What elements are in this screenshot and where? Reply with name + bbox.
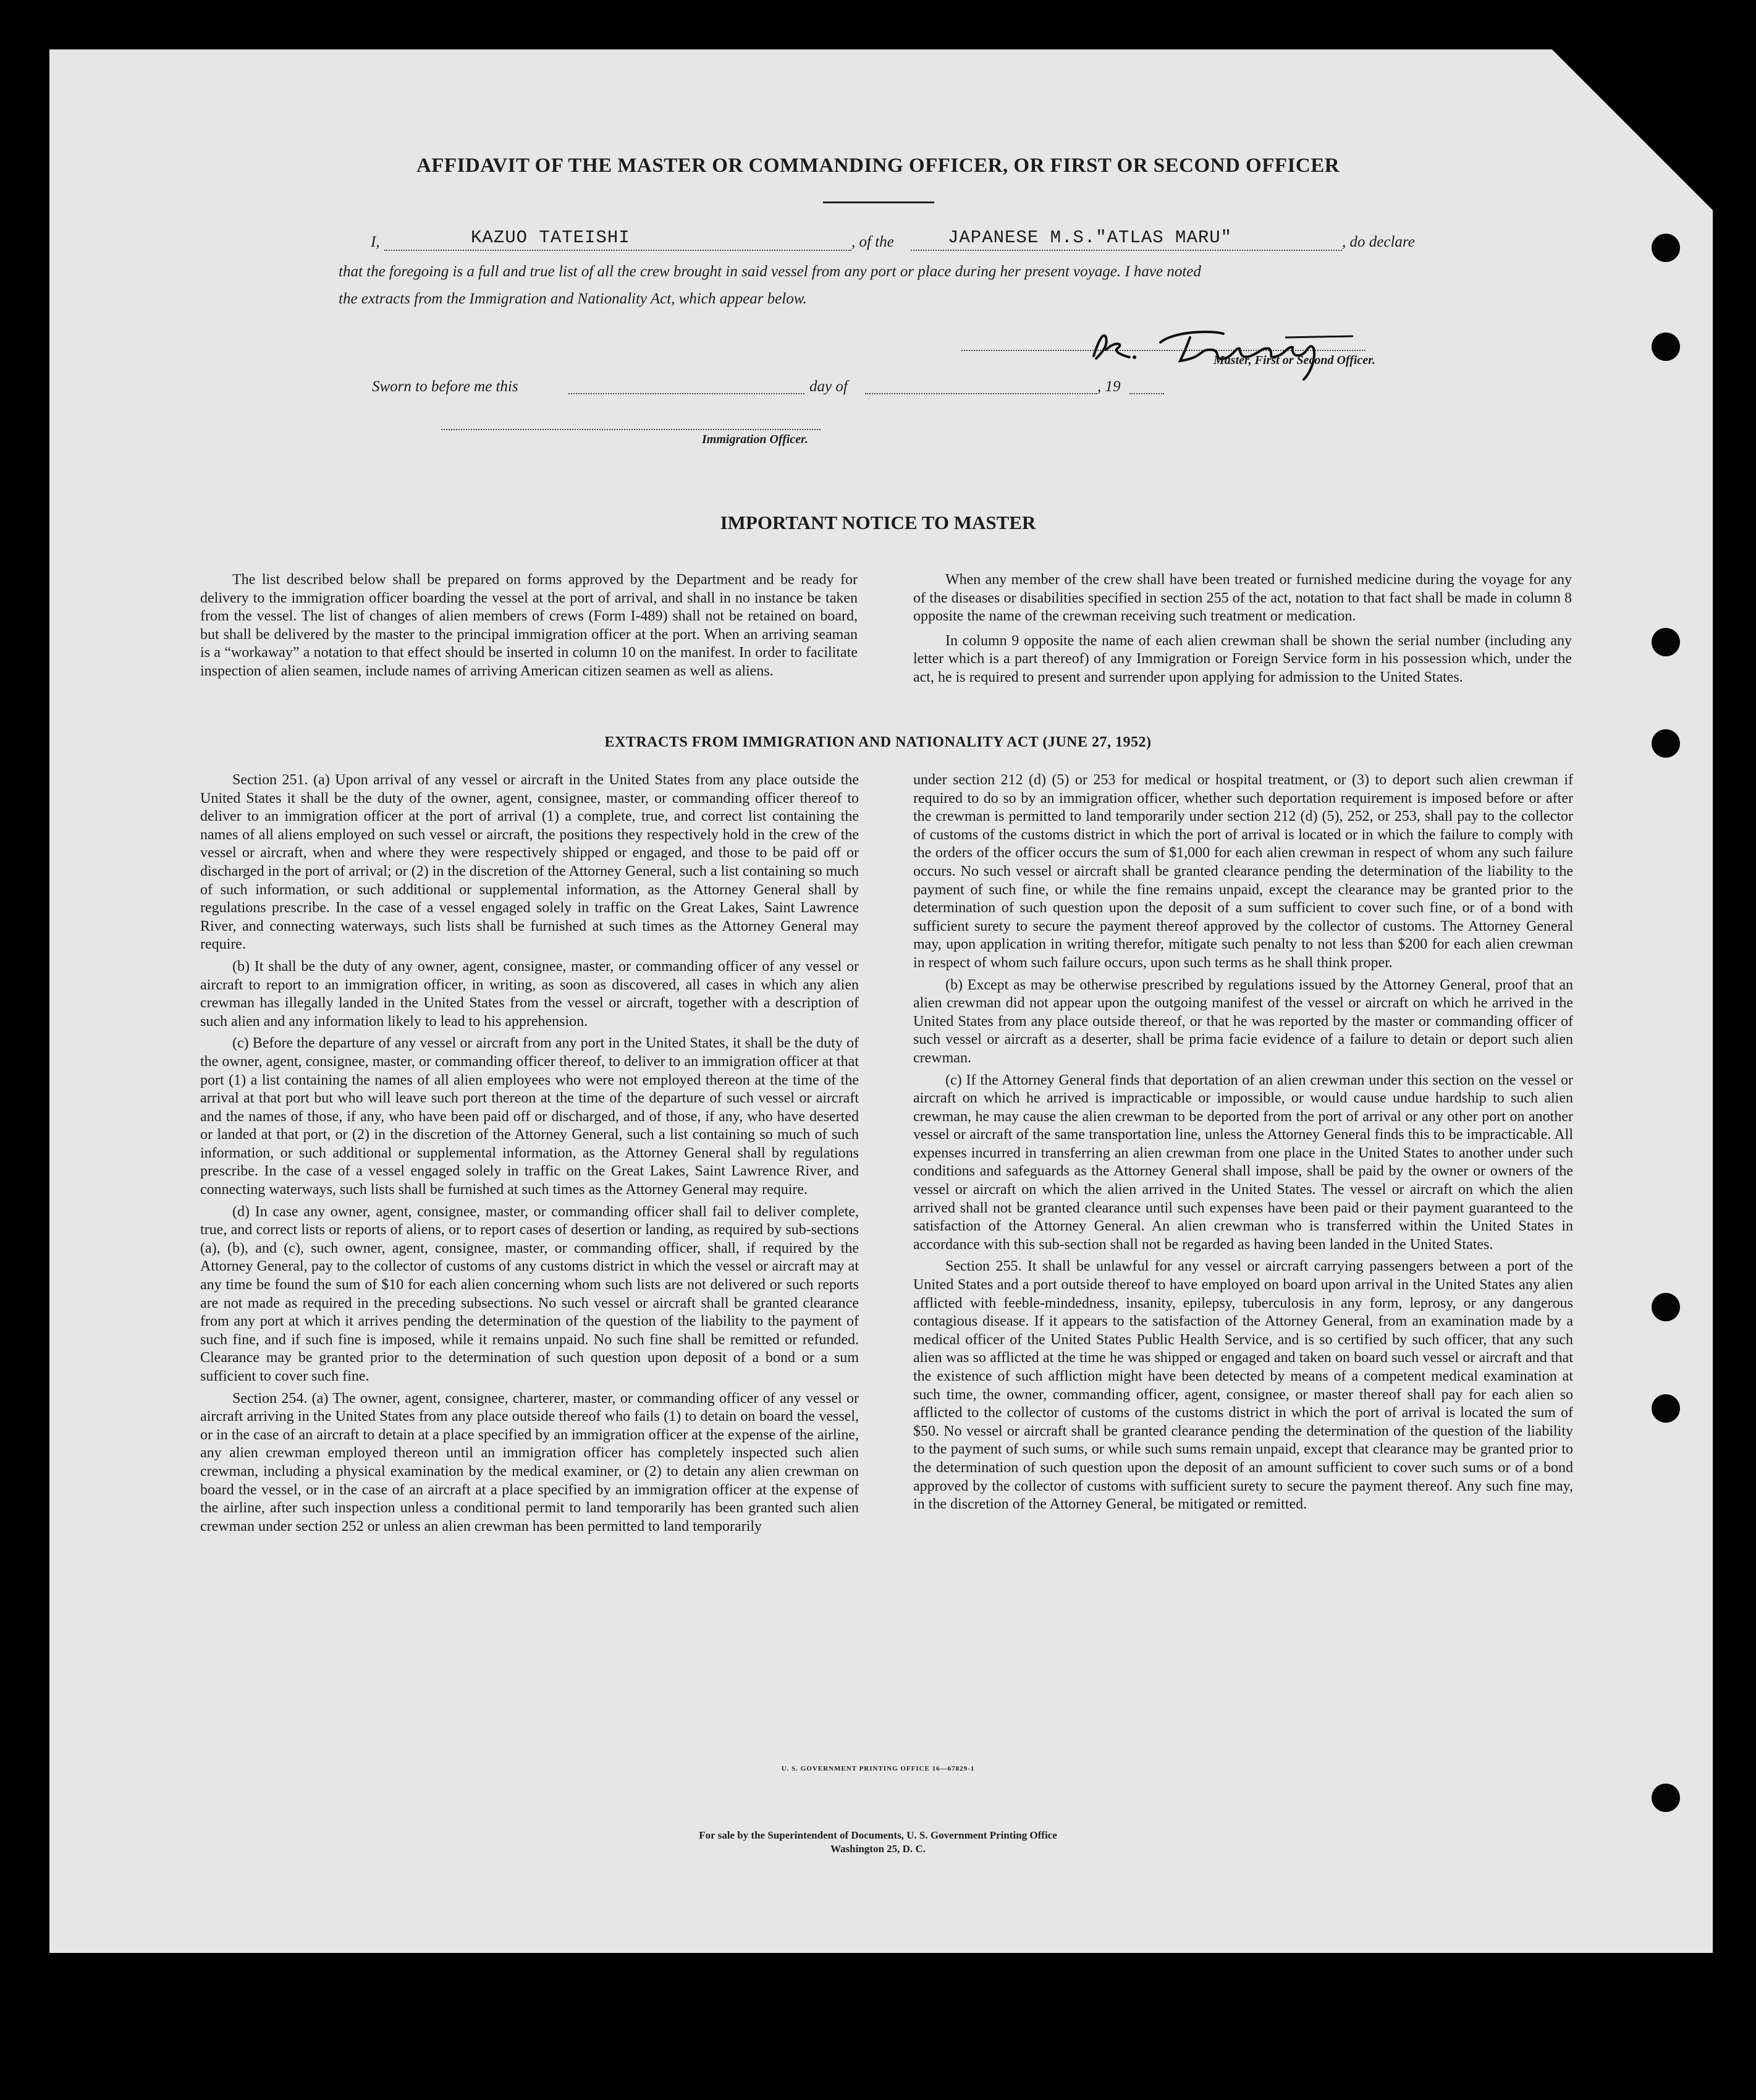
notice-left-column — [200, 571, 858, 681]
notice-paragraph: When any member of the crew shall have been treated or furnished medicine during the voyage for any of the diseases or disabilities specified in section 255 of the act, notation to that fact shall be made in column 8 opposite the name of the crewman receiving such treatment or medication. — [913, 572, 1572, 625]
year-line — [1129, 393, 1164, 394]
folded-corner — [1552, 49, 1713, 210]
signature-caption: Master, First or Second Officer. — [1214, 354, 1375, 367]
sworn-label: Sworn to before me this — [372, 378, 518, 395]
section-paragraph: Section 255. It shall be unlawful for any vessel or aircraft carrying passengers between a port of the United States and a port outside thereof to have employed on board upon arrival in the United States any alien afflicted with feeble-mindedness, insanity, epilepsy, tuberculosis in any form, leprosy, or any dangerous contagious disease. If it appears to the satisfaction of the Attorney General, from an examination made by a medical officer of the United States Public Health Service, and is so certified by such officer, that any such alien was so afflicted at the time he was shipped or engaged and taken on board such vessel or aircraft and that the existence of such affliction might have been detected by means of a competent medical examination at such time, the owner, commanding officer, agent, consignee, or master thereof shall pay for each alien so afflicted to the collector of customs of the customs district in which the port of arrival is located the sum of $50. No vessel or aircraft shall be granted clearance pending the determination of the question of the liability to the payment of such sums, or while such sums remain unpaid, except that clearance may be granted prior to the determination of such question upon the deposit of an amount sufficient to cover such sums or of a bond approved by the collector of customs with sufficient surety to secure the payment thereof. Any such fine may, in the discretion of the Attorney General, be mitigated or remitted. — [913, 1258, 1573, 1513]
section-paragraph: (c) If the Attorney General finds that deportation of an alien crewman under this section on the vessel or aircraft on which he arrived is impracticable or impossible, or would cause undue hardship to such alien crewman, he may cause the alien crewman to be deported from the port of arrival or any other port on another vessel or aircraft of the same transportation line, unless the Attorney General finds this to be impracticable. All expenses incurred in transferring an alien crewman from one place in the United States to another under such conditions and safeguards as the Attorney General shall impose, shall be paid by the owner or owners of the vessel or aircraft on which the alien arrived in the United States. The vessel or aircraft on which the alien arrived shall not be granted clearance until such expenses have been paid or their payment guaranteed to the satisfaction of the Attorney General. An alien crewman who is transferred within the United States in accordance with this sub-section shall not be regarded as having been landed in the United States. — [913, 1072, 1573, 1253]
do-declare-label: , do declare — [1342, 234, 1415, 250]
immigration-officer-caption: Immigration Officer. — [702, 433, 808, 446]
sworn-day-line — [568, 393, 804, 394]
affidavit-title: AFFIDAVIT OF THE MASTER OR COMMANDING OFFICER, OR FIRST OR SECOND OFFICER — [416, 155, 1340, 177]
binder-hole — [1652, 234, 1680, 262]
vessel-line — [911, 250, 1342, 251]
section-paragraph: (b) Except as may be otherwise prescribed by regulations issued by the Attorney General, proof that an alien crewman did not appear upon the outgoing manifest of the vessel or aircraft on which he arrived in the United States from any place outside thereof, or that he was reported by the master or commanding officer of such vessel or aircraft as a deserter, shall be prima facie evidence of a failure to detain or deport such alien crewman. — [913, 976, 1573, 1066]
extracts-left-column — [200, 771, 859, 1536]
notice-heading: IMPORTANT NOTICE TO MASTER — [720, 512, 1036, 533]
officer-signature — [1081, 313, 1372, 387]
extracts-heading: EXTRACTS FROM IMMIGRATION AND NATIONALITY ACT (JUNE 27, 1952) — [604, 734, 1152, 750]
declaration-line-1: that the foregoing is a full and true list of all the crew brought in said vessel from any port or place during her present voyage. I have noted — [339, 263, 1201, 280]
binder-hole — [1652, 1293, 1680, 1321]
sale-notice-line-2: Washington 25, D. C. — [830, 1843, 926, 1855]
sworn-month-line — [865, 393, 1097, 394]
year-label: , 19 — [1097, 378, 1121, 395]
declaration-line-2: the extracts from the Immigration and Nationality Act, which appear below. — [339, 290, 807, 307]
binder-hole — [1652, 332, 1680, 361]
sale-notice-line-1: For sale by the Superintendent of Documents, U. S. Government Printing Office — [699, 1829, 1057, 1841]
printing-office-line: U. S. GOVERNMENT PRINTING OFFICE 16—67829-1 — [781, 1765, 975, 1772]
notice-right-column — [913, 571, 1572, 687]
immigration-officer-line — [441, 429, 821, 430]
binder-hole — [1652, 1784, 1680, 1812]
extracts-right-column — [913, 771, 1573, 1514]
day-of-label: day of — [809, 378, 848, 395]
vessel-field[interactable]: JAPANESE M.S."ATLAS MARU" — [948, 227, 1233, 248]
section-paragraph: (b) It shall be the duty of any owner, agent, consignee, master, or commanding officer of any vessel or aircraft to report to an immigration officer, in writing, as soon as discovered, all cases in which any alien crewman has illegally landed in the United States from the vessel or aircraft, together with a description of such alien and any information likely to lead to his apprehension. — [200, 958, 859, 1030]
notice-paragraph: In column 9 opposite the name of each alien crewman shall be shown the serial number (including any letter which is a part thereof) of any Immigration or Foreign Service form in his possession which, under the act, he is required to present and surrender upon applying for admission to the United States. — [913, 632, 1572, 685]
binder-hole — [1652, 628, 1680, 656]
title-rule — [823, 201, 934, 203]
name-line — [384, 250, 851, 251]
section-paragraph: (d) In case any owner, agent, consignee, master, or commanding officer shall fail to deliver complete, true, and correct lists or reports of aliens, or to report cases of desertion or landing, as required by sub-sections (a), (b), and (c), such owner, agent, consignee, master, or commanding officer, shall, if required by the Attorney General, pay to the collector of customs of any customs district in which the vessel or aircraft may at any time be found the sum of $10 for each alien concerning whom such lists are not delivered or such reports are not made as required in the preceding subsections. No such vessel or aircraft shall be granted clearance from any port at which it arrives pending the determination of the question of the liability to the payment of such fine, and if such fine is imposed, while it remains unpaid. No such fine shall be remitted or refunded. Clearance may be granted prior to the determination of such question upon deposit of a bond or a sum sufficient to cover such fine. — [200, 1203, 859, 1384]
master-name-field[interactable]: KAZUO TATEISHI — [471, 227, 630, 248]
section-paragraph: Section 254. (a) The owner, agent, consignee, charterer, master, or commanding officer of any vessel or aircraft arriving in the United States from any place outside thereof who fails (1) to detain on board the vessel, or in the case of an aircraft to detain at a place specified by an immigration officer at the expense of the airline, any alien crewman employed thereon until an immigration officer has completely inspected such alien crewman, including a physical examination by the medical examiner, or (2) to detain any alien crewman on board the vessel, or in the case of an aircraft at a place specified by an immigration officer at the expense of the airline, after such inspection unless a conditional permit to land temporarily has been granted such alien crewman under section 252 or unless an alien crewman has been permitted to land temporarily — [200, 1390, 859, 1535]
section-paragraph: (c) Before the departure of any vessel or aircraft from any port in the United States, it shall be the duty of the owner, agent, consignee, master, or commanding officer thereof, to deliver to an immigration officer at that port (1) a list containing the names of all alien employees who were not employed thereon at the time of the arrival at that port but who will leave such port thereon at the time of the departure of such vessel or aircraft and the names of those, if any, who have been paid off or discharged, and of those, if any, who have deserted or landed at that port, or (2) in the discretion of the Attorney General, such a list containing so much of such information, or such additional or supplemental information, as the Attorney General shall by regulations prescribe. In the case of a vessel engaged solely in traffic on the Great Lakes, Saint Lawrence River, and connecting waterways, such lists shall be furnished at such times as the Attorney General may require. — [200, 1035, 859, 1198]
i-label: I, — [371, 234, 380, 250]
binder-hole — [1652, 1394, 1680, 1423]
section-paragraph: under section 212 (d) (5) or 253 for medical or hospital treatment, or (3) to deport such alien crewman if required to do so by an immigration officer, whether such deportation requirement is imposed before or after the crewman is permitted to land temporarily under section 212 (d) (5), 252, or 253, shall pay to the collector of customs of the customs district in which the port of arrival is located or in which the failure to comply with the orders of the officer occurs the sum of $1,000 for each alien crewman in respect of whom any such failure occurs. No such vessel or aircraft shall be granted clearance pending the determination of the liability to the payment of such fine, or while the fine remains unpaid, except the clearance may be granted prior to the determination of such question upon the deposit of a sum sufficient to cover such fine, or of a bond with sufficient surety to secure the payment thereof approved by the collector of customs. The Attorney General may, upon application in writing therefor, mitigate such penalty to not less than $200 for each alien crewman in respect of whom such failure occurs, upon such terms as he shall think proper. — [913, 772, 1573, 971]
section-paragraph: Section 251. (a) Upon arrival of any vessel or aircraft in the United States from any place outside the United States it shall be the duty of the owner, agent, consignee, master, or commanding officer thereof to deliver to an immigration officer at the port of arrival (1) a complete, true, and correct list containing the names of all aliens employed on such vessel or aircraft, the positions they respectively hold in the crew of the vessel or aircraft, when and where they were respectively shipped or engaged, and those to be paid off or discharged in the port of arrival; or (2) in the discretion of the Attorney General, such a list containing so much of such information, or such additional or supplemental information, as the Attorney General shall by regulations prescribe. In the case of a vessel engaged solely in traffic on the Great Lakes, Saint Lawrence River, and connecting waterways, such lists shall be furnished at such times as the Attorney General may require. — [200, 772, 859, 953]
of-the-label: , of the — [851, 234, 894, 250]
notice-paragraph: The list described below shall be prepared on forms approved by the Department and be ready for delivery to the immigration officer boarding the vessel at the port of arrival, and shall in no instance be taken from the vessel. The list of changes of alien members of crews (Form I-489) shall not be retained on board, but shall be delivered by the master to the principal immigration officer at the port. When an arriving seaman is a “workaway” a notation to that effect should be inserted in column 10 on the manifest. In order to facilitate inspection of alien seamen, include names of arriving American citizen seamen as well as aliens. — [200, 572, 858, 679]
